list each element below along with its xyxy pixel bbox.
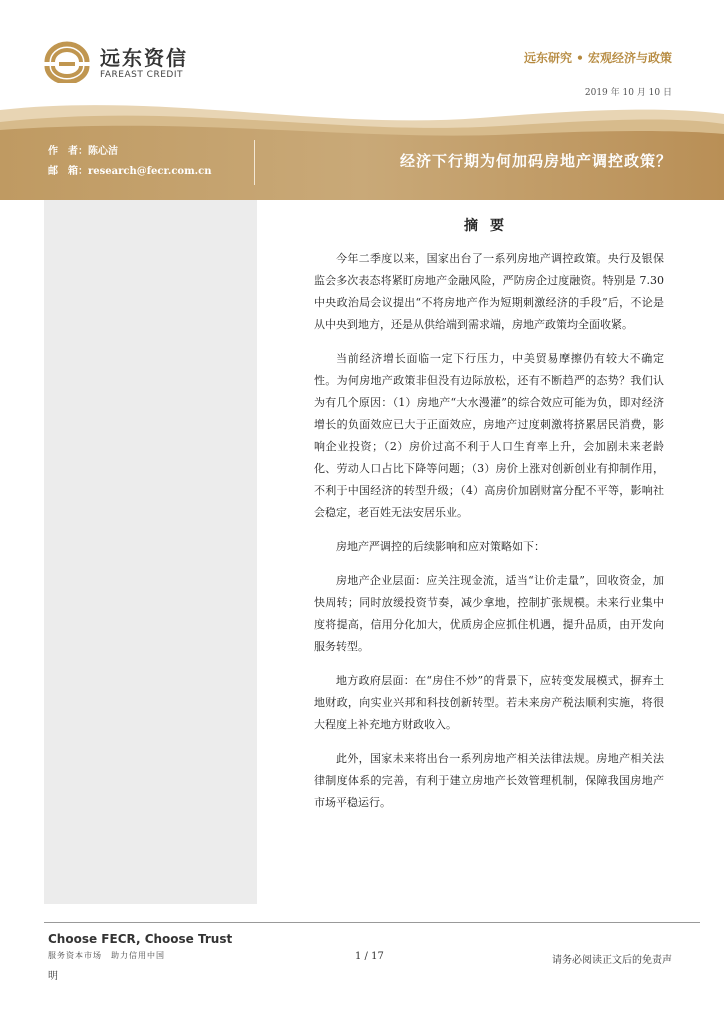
report-title: 经济下行期为何加码房地产调控政策？	[399, 152, 672, 170]
abstract-paragraph: 房地产企业层面：应关注现金流，适当“让价走量”，回收资金，加快周转；同时放缓投资节奏，减少拿地，控制扩张规模。未来行业集中度将提高，信用分化加大，优质房企应抓住机遇，提升品质，由开发向服务转型。	[314, 574, 664, 653]
disclaimer-note-tail: 明	[48, 971, 58, 982]
abstract-paragraph: 房地产严调控的后续影响和应对策略如下：	[336, 540, 545, 553]
author-line: 作 者：陈心洁	[48, 146, 118, 157]
brand-name-cn: 远东资信	[100, 46, 188, 70]
abstract-paragraph: 今年二季度以来，国家出台了一系列房地产调控政策。央行及银保监会多次表态将紧盯房地产金融风险，严防房企过度融资。特别是 7.30 中央政治局会议提出“不将房地产作为短期刺激经济的手段”后，不论是从中央到地方，还是从供给端到需求端，房地产政策均全面收紧。	[314, 252, 664, 331]
left-sidebar-panel	[44, 200, 257, 904]
report-section: 远东研究 • 宏观经济与政策	[523, 51, 672, 65]
footer-tagline: 服务资本市场 助力信用中国	[48, 951, 165, 960]
email-line: 邮 箱：research@fecr.com.cn	[48, 166, 212, 177]
footer-divider	[44, 922, 700, 923]
brand-name-en: FAREAST CREDIT	[100, 70, 183, 80]
page-number: 1 / 17	[355, 951, 384, 962]
disclaimer-note: 请务必阅读正文后的免责声	[552, 955, 672, 966]
abstract-paragraph: 地方政府层面：在“房住不炒”的背景下，应转变发展模式，摒弃土地财政，向实业兴邦和科技创新转型。若未来房产税法顺利实施，将很大程度上补充地方财政收入。	[314, 674, 664, 731]
footer-slogan: Choose FECR, Choose Trust	[48, 932, 233, 946]
abstract-body	[314, 248, 664, 826]
abstract-paragraph: 当前经济增长面临一定下行压力，中美贸易摩擦仍有较大不确定性。为何房地产政策非但没有边际放松，还有不断趋严的态势？我们认为有几个原因：（1）房地产“大水漫灌”的综合效应可能为负，即对经济增长的负面效应已大于正面效应，房地产过度刺激将挤累居民消费，影响企业投资；（2）房价过高不利于人口生育率上升，会加剧未来老龄化、劳动人口占比下降等问题；（3）房价上涨对创新创业有抑制作用，不利于中国经济的转型升级；（4）高房价加剧财富分配不平等，影响社会稳定，老百姓无法安居乐业。	[314, 352, 664, 519]
fareast-credit-logo-icon	[43, 41, 91, 83]
abstract-heading: 摘要	[464, 218, 516, 234]
abstract-paragraph: 此外，国家未来将出台一系列房地产相关法律法规。房地产相关法律制度体系的完善，有利于建立房地产长效管理机制，保障我国房地产市场平稳运行。	[314, 752, 664, 809]
banner-divider	[254, 140, 255, 185]
report-date: 2019 年 10 月 10 日	[584, 88, 672, 98]
